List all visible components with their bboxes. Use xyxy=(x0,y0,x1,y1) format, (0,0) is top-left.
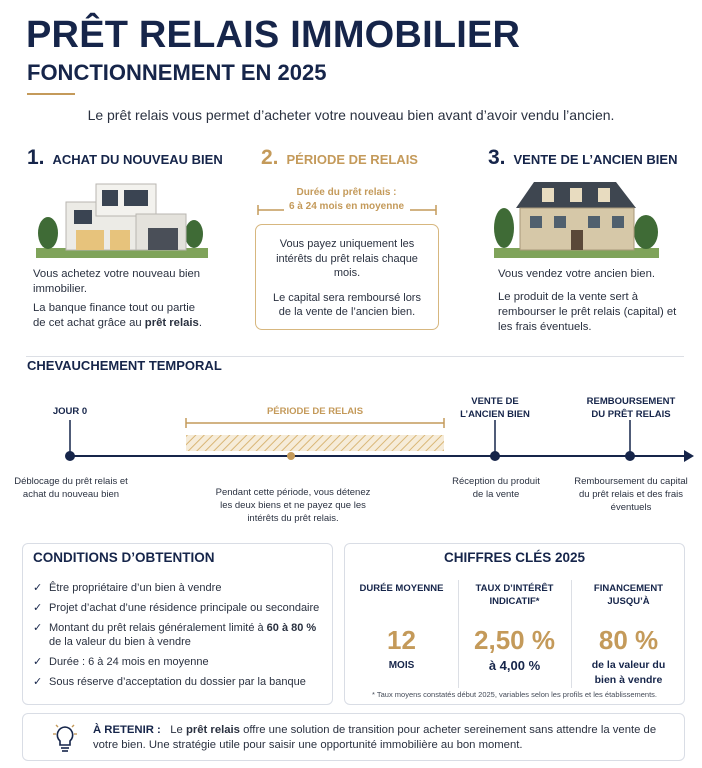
condition-item xyxy=(33,655,322,669)
kpi-rate-max: à 4,00 % xyxy=(488,658,541,673)
relay-duration-line-1: Durée du prêt relais : xyxy=(296,187,397,198)
condition-item-prefix: Montant du prêt relais généralement limité à xyxy=(49,622,267,634)
timeline-desc-repay: Remboursement du capital du prêt relais et des frais éventuels xyxy=(574,476,688,513)
kpi-rate xyxy=(458,582,571,673)
modern-house-image xyxy=(36,178,208,258)
step-3-number: 3. xyxy=(488,146,506,169)
timeline-sale-label-line-2: L’ANCIEN BIEN xyxy=(460,409,530,420)
step-1-text-2-bold: prêt relais xyxy=(144,317,199,329)
condition-item-suffix: de la valeur du bien à vendre xyxy=(49,636,191,648)
kpi-panel xyxy=(344,543,685,705)
step-3-text-1: Vous vendez votre ancien bien. xyxy=(498,268,656,280)
conditions-title: CONDITIONS D’OBTENTION xyxy=(33,550,215,565)
timeline-desc-relay: Pendant cette période, vous détenez les deux biens et ne payez que les intérêts du prêt relais. xyxy=(215,487,371,524)
step-2-heading xyxy=(261,146,418,170)
lightbulb-icon xyxy=(51,722,79,754)
condition-item-text: Durée : 6 à 24 mois en moyenne xyxy=(49,656,209,668)
check-icon: ✓ xyxy=(33,622,43,634)
kpi-financing-heading xyxy=(571,582,686,608)
timeline-title: CHEVAUCHEMENT TEMPORAL xyxy=(27,358,222,373)
relay-info-text-2: Le capital sera remboursé lors de la vente de l’ancien bien. xyxy=(273,291,421,318)
condition-item-bold: 60 à 80 % xyxy=(266,622,317,634)
timeline-repay-label-line-2: DU PRÊT RELAIS xyxy=(591,409,671,420)
page-subtitle: FONCTIONNEMENT EN 2025 xyxy=(27,60,327,85)
timeline-day-0-label: JOUR 0 xyxy=(52,406,88,417)
conditions-panel xyxy=(22,543,333,705)
step-1-text-1: Vous achetez votre nouveau bien immobilier. xyxy=(33,268,201,295)
kpi-financing-heading-line-2: JUSQU’À xyxy=(607,596,650,607)
kpi-title: CHIFFRES CLÉS 2025 xyxy=(443,550,586,565)
step-1-number: 1. xyxy=(27,146,45,169)
condition-item xyxy=(33,621,322,649)
check-icon: ✓ xyxy=(33,656,43,668)
kpi-footnote: * Taux moyens constatés début 2025, variables selon les profils et les établissements. xyxy=(371,690,658,699)
kpi-financing xyxy=(571,582,686,688)
step-1-heading xyxy=(27,146,223,170)
intro-text: Le prêt relais vous permet d’acheter votre nouveau bien avant d’avoir vendu l’ancien. xyxy=(87,107,615,123)
kpi-rate-heading xyxy=(458,582,571,608)
step-1-label: ACHAT DU NOUVEAU BIEN xyxy=(52,152,223,167)
kpi-financing-sub xyxy=(571,658,686,688)
conditions-list xyxy=(33,581,322,689)
condition-item xyxy=(33,601,322,615)
timeline-desc-start: Déblocage du prêt relais et achat du nouveau bien xyxy=(14,476,128,500)
condition-item-text: Sous réserve d’acceptation du dossier par la banque xyxy=(49,676,306,688)
condition-item-text: Projet d’achat d’une résidence principale ou secondaire xyxy=(49,602,320,614)
relay-duration-line-2: 6 à 24 mois en moyenne xyxy=(288,201,405,212)
check-icon: ✓ xyxy=(33,582,43,594)
kpi-duration xyxy=(345,582,458,673)
step-2-number: 2. xyxy=(261,146,279,169)
step-3-heading xyxy=(488,146,677,170)
kpi-duration-unit: MOIS xyxy=(388,660,415,671)
key-takeaway-label: À RETENIR : xyxy=(93,724,161,736)
step-1-text-2-suffix: . xyxy=(198,317,202,329)
key-takeaway-body: offre une solution de transition pour acheter sereinement sans attendre la vente de votre bien. Une stratégie utile pour saisir une opportunité immobilière au bon moment. xyxy=(93,724,657,751)
timeline-axis xyxy=(0,418,702,468)
kpi-duration-value: 12 xyxy=(387,625,416,655)
kpi-financing-heading-line-1: FINANCEMENT xyxy=(593,583,664,594)
key-takeaway-text xyxy=(93,723,673,753)
kpi-financing-sub-line-1: de la valeur du xyxy=(591,659,666,671)
relay-info-text-1: Vous payez uniquement les intérêts du prêt relais chaque mois. xyxy=(276,238,418,279)
kpi-financing-value: 80 % xyxy=(598,625,659,655)
step-3-label: VENTE DE L’ANCIEN BIEN xyxy=(513,152,678,167)
step-3-text-2: Le produit de la vente sert à rembourser le prêt relais (capital) et les frais éventuels. xyxy=(498,291,677,333)
condition-item xyxy=(33,581,322,595)
duration-bracket xyxy=(256,203,438,217)
page-title: PRÊT RELAIS IMMOBILIER xyxy=(26,14,521,56)
check-icon: ✓ xyxy=(33,676,43,688)
key-takeaway-panel xyxy=(22,713,685,761)
condition-item-text xyxy=(49,621,322,649)
kpi-rate-heading-line-2: INDICATIF* xyxy=(489,596,540,607)
condition-item xyxy=(33,675,322,689)
kpi-duration-heading: DURÉE MOYENNE xyxy=(359,583,444,594)
step-2-label: PÉRIODE DE RELAIS xyxy=(286,152,418,167)
key-takeaway-bold: prêt relais xyxy=(185,724,240,736)
timeline-sale-label-line-1: VENTE DE xyxy=(471,396,519,407)
relay-info-box xyxy=(255,224,439,330)
key-takeaway-prefix: Le xyxy=(170,724,186,736)
arrow-right-icon xyxy=(684,450,694,462)
step-1-text-2 xyxy=(33,301,208,331)
kpi-rate-value: 2,50 % xyxy=(474,625,555,655)
timeline-relay-label: PÉRIODE DE RELAIS xyxy=(266,406,364,417)
timeline-repay-label-line-1: REMBOURSEMENT xyxy=(586,396,676,407)
condition-item-text: Être propriétaire d’un bien à vendre xyxy=(49,582,222,594)
step-1-text-2-prefix: La banque finance tout ou partie de cet achat grâce au xyxy=(33,302,196,329)
timeline-desc-sale: Réception du produit de la vente xyxy=(452,476,540,500)
title-divider xyxy=(27,93,75,95)
section-divider xyxy=(26,356,684,357)
check-icon: ✓ xyxy=(33,602,43,614)
old-house-image xyxy=(494,176,659,258)
kpi-rate-heading-line-1: TAUX D’INTÉRÊT xyxy=(475,583,554,594)
kpi-financing-sub-line-2: bien à vendre xyxy=(594,674,663,686)
